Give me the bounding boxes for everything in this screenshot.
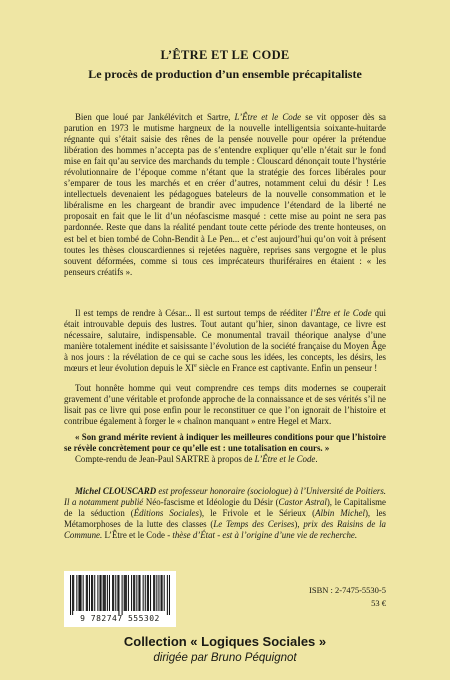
barcode-bar xyxy=(147,575,148,611)
barcode-bar xyxy=(83,575,84,611)
author-bio-t5-it: Le Temps des Cerises xyxy=(213,519,295,530)
barcode-bar xyxy=(72,575,73,615)
quote-source-a: Compte-rendu de Jean-Paul SARTRE à propos de xyxy=(75,454,255,465)
price: 53 € xyxy=(371,598,386,608)
author-bio-t2-it: Castor Astral xyxy=(278,497,327,508)
barcode-bar xyxy=(138,575,139,611)
barcode-bar xyxy=(136,575,137,611)
author-bio-t5: ), les Métamorphoses de la lutte des classes ( xyxy=(64,508,386,530)
isbn-number: ISBN : 2-7475-5530-5 xyxy=(309,585,386,595)
barcode-bar xyxy=(148,575,149,611)
barcode-bar xyxy=(134,575,135,611)
sartre-quote: « Son grand mérite revient à indiquer les meilleures conditions pour que l’histoire se révèle concrètement pour ce qu’elle est : une totalisation en cours. » xyxy=(64,432,386,454)
barcode-bar xyxy=(150,575,151,611)
barcode-bar xyxy=(143,575,144,611)
barcode-bar xyxy=(94,575,95,611)
barcode-bar xyxy=(128,575,129,611)
barcode-bar xyxy=(161,575,162,611)
barcode-bar xyxy=(131,575,132,611)
p1-text-b: se vit opposer dès sa parution en 1973 le mutisme hargneux de la nouvelle intelligentsia soixante-huitarde régnante qui s’était saisie des rênes de la pensée nouvelle pour opérer la prétendue libération des hommes n’accepta pas de s’entendre expliquer qu’elle n’était sur le fond mise en fait qu’au service des marchands du temple : Clouscard dénonçait toute l’hystérie révolutionnaire de l’époque comme n’étant que la stratégie des forces libérales pour s’emparer de tous les marchés et en créer d’autres, notamment celui du désir ! Les intellectuels devenaient les pédagogues bateleurs de la nouvelle consommation et le libéralisme en les chargeant de brandir avec impudence l’étendard de la liberté ne proposait en fait que le lit d’un néofascisme masqué : cette mise au point ne sera pas pardonnée. Reste que dans la réalité pendant toute cette période des trente honteuses, on est bel et bien tombé de Cohn-Bendit à Le Pen... et c’est aujourd’hui qu’on voit à présent toutes les thèses clouscardiennes si rejetées naguère, reprises sans vergogne et le plus souvent déformées, comme si tous ces imprécateurs thuriféraires en étaient : « les penseurs créatifs ». xyxy=(64,112,386,277)
blurb-paragraph-2 xyxy=(64,308,386,374)
barcode-bar xyxy=(79,575,80,611)
barcode-bar xyxy=(81,575,82,611)
barcode-bar xyxy=(124,575,125,611)
author-bio-t3: ), le Capitalisme de la séduction ( xyxy=(64,497,386,519)
barcode-bar xyxy=(133,575,134,611)
p2-book-title: l’Être et le Code xyxy=(310,308,372,318)
author-bio-t2: Néo-fascisme et Idéologie du Désir ( xyxy=(145,497,279,508)
collection-director: dirigée par Bruno Péquignot xyxy=(153,652,297,664)
p3-text: Tout honnête homme qui veut comprendre ces temps dits modernes se couperait gravement d’une véritable et profonde approche de la connaissance et de ses vérités s’il ne lisait pas ce livre qui pose enfin pour le reconstituer ce que l’on ignorait de l’histoire et contribue également à forger le « chaînon manquant » entre Hegel et Marx. xyxy=(64,383,386,427)
barcode-bar xyxy=(109,575,110,611)
barcode-bar xyxy=(113,575,114,611)
barcode-bar xyxy=(73,575,74,611)
barcode-bar xyxy=(164,575,165,611)
barcode-bar xyxy=(101,575,102,611)
barcode-bar xyxy=(156,575,157,611)
barcode-bar xyxy=(78,575,79,611)
barcode-bar xyxy=(103,575,104,611)
quote-source-b: . xyxy=(315,454,318,465)
barcode-bar xyxy=(122,575,123,615)
barcode-bar xyxy=(125,575,126,611)
barcode-bar xyxy=(145,575,146,611)
barcode-bar xyxy=(169,575,170,615)
quote-source-title: L’Être et le Code xyxy=(254,454,316,465)
author-bio-t3-it: Éditions Sociales xyxy=(133,508,199,519)
book-title: L’ÊTRE ET LE CODE xyxy=(160,48,290,62)
collection-name: Collection « Logiques Sociales » xyxy=(123,634,327,649)
barcode-bar xyxy=(115,575,116,611)
author-bio-t7: L’Être et le Code - xyxy=(102,530,173,541)
quote-source xyxy=(64,454,386,465)
author-bio-t1: est professeur honoraire (sociologue) à l’Université de Poitiers. Il a notamment publié xyxy=(64,486,387,508)
author-bio-t6: ), xyxy=(294,519,304,530)
barcode-bar xyxy=(91,575,92,611)
author-bio-t4: ), le Frivole et le Sérieux ( xyxy=(198,508,316,519)
author-bio xyxy=(64,486,386,541)
barcode-bar xyxy=(97,575,98,611)
barcode-bar xyxy=(86,575,87,611)
barcode-bar xyxy=(126,575,127,611)
barcode-bar xyxy=(89,575,90,611)
p2-text-b: qui était introuvable depuis des lustres. Tout autant qu’hier, sinon davantage, ce livre est nécessaire, salutaire, indispensable. Ce monumental travail théorique analyse d’une manière totalement inédite et saisissante l’évolution de la société française du Moyen Âge à nos jours : la révélation de ce qui se cache sous les idées, les concepts, les désirs, les mœurs et leur évolution depuis le XI xyxy=(64,308,386,374)
barcode-bars-icon xyxy=(70,575,170,615)
barcode-bar xyxy=(92,575,93,611)
barcode-bar xyxy=(70,575,71,615)
author-bio-t7-it: thèse d’État - est à l’origine d’une vie de recherche. xyxy=(172,530,358,541)
barcode-bar xyxy=(105,575,106,611)
barcode-bar xyxy=(99,575,100,611)
p2-text-a: Il est temps de rendre à César... Il est surtout temps de rééditer xyxy=(75,308,311,318)
barcode-bar xyxy=(153,575,154,611)
blurb-paragraph-3 xyxy=(64,383,386,427)
barcode-bar xyxy=(162,575,163,611)
barcode-bar xyxy=(118,575,119,615)
barcode xyxy=(64,571,176,627)
barcode-digits: 9 782747 555302 xyxy=(80,614,160,623)
sartre-quote-block xyxy=(64,432,386,465)
barcode-bar xyxy=(112,575,113,611)
author-name: Michel CLOUSCARD xyxy=(75,486,157,496)
barcode-bar xyxy=(87,575,88,611)
p1-text-a: Bien que loué par Jankélévitch et Sartre, xyxy=(75,112,235,122)
barcode-bar xyxy=(76,575,77,611)
p1-book-title: L’Être et le Code xyxy=(234,112,302,122)
author-bio-t4-it: Albin Michel xyxy=(315,508,365,519)
p2-text-c: siècle en France est captivante. Enfin un penseur ! xyxy=(196,363,378,374)
barcode-bar xyxy=(167,575,168,615)
barcode-bar xyxy=(117,575,118,611)
barcode-bar xyxy=(107,575,108,611)
barcode-bar xyxy=(158,575,159,611)
author-bio-t6-it: prix des Raisins de la Commune. xyxy=(64,519,386,541)
book-subtitle: Le procès de production d’un ensemble précapitaliste xyxy=(88,67,362,81)
blurb-paragraph-1 xyxy=(64,112,386,278)
p2-century-sup: e xyxy=(194,363,197,370)
barcode-bar xyxy=(104,575,105,611)
barcode-bar xyxy=(154,575,155,611)
barcode-bar xyxy=(139,575,140,611)
